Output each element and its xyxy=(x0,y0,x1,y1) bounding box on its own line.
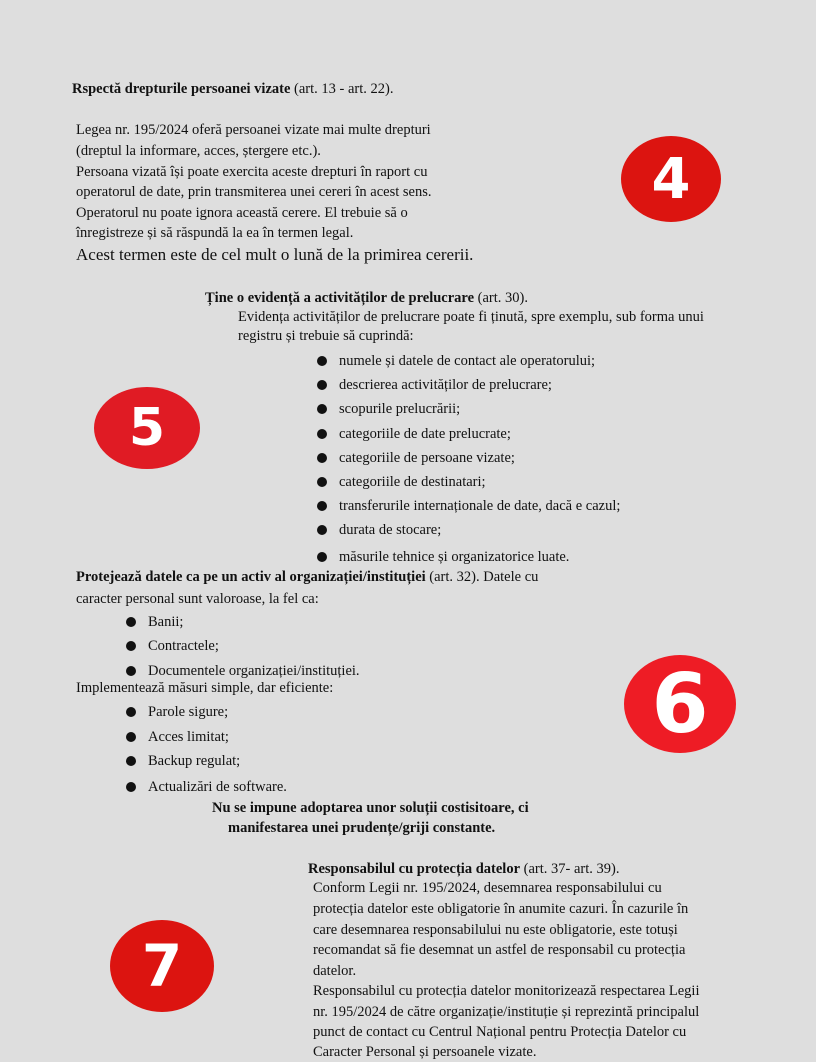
section5-heading-bold: Ține o evidență a activităților de prelucrare xyxy=(205,290,475,306)
list-item: Acces limitat; xyxy=(148,729,229,745)
section4-heading xyxy=(72,79,393,99)
list-item: Documentele organizației/instituției. xyxy=(148,663,360,679)
list-item: Contractele; xyxy=(148,638,219,654)
list-item: Banii; xyxy=(148,614,184,630)
section5-intro-line: registru și trebuie să cuprindă: xyxy=(238,328,414,344)
list-item: scopurile prelucrării; xyxy=(339,401,461,417)
list-item: categoriile de destinatari; xyxy=(339,474,486,490)
section4-large-line: Acest termen este de cel mult o lună de la primirea cererii. xyxy=(76,245,474,264)
section7-line: Caracter Personal și persoanele vizate. xyxy=(313,1044,537,1060)
list-item: măsurile tehnice și organizatorice luate. xyxy=(339,549,570,565)
section6-closing-line: manifestarea unei prudențe/griji constante. xyxy=(228,820,496,836)
section7-line: Conform Legii nr. 195/2024, desemnarea responsabilului cu xyxy=(313,880,662,896)
number-badge-5 xyxy=(94,387,200,469)
section4-line: înregistreze și să răspundă la ea în termen legal. xyxy=(76,225,354,241)
list-item: descrierea activităților de prelucrare; xyxy=(339,377,552,393)
badge-7-label: 7 xyxy=(141,932,183,1000)
section7-line: protecția datelor este obligatorie în anumite cazuri. În cazurile în xyxy=(313,901,689,917)
section7-line: recomandat să fie desemnat un astfel de responsabil cu protecția xyxy=(313,942,686,958)
section4-line: operatorul de date, prin transmiterea unei cereri în acest sens. xyxy=(76,184,432,200)
section4-line: Legea nr. 195/2024 oferă persoanei vizate mai multe drepturi xyxy=(76,122,431,138)
list-item: Actualizări de software. xyxy=(148,779,287,795)
number-badge-4 xyxy=(621,136,721,222)
section4-line: (dreptul la informare, acces, ștergere etc.). xyxy=(76,143,321,159)
section6-heading-bold: Protejează datele ca pe un activ al organizației/instituției xyxy=(76,569,426,585)
section7-line: datelor. xyxy=(313,963,357,979)
section6-heading xyxy=(76,567,538,587)
badge-5-label: 5 xyxy=(128,398,166,458)
list-item: Parole sigure; xyxy=(148,704,229,720)
section5-intro-line: Evidența activităților de prelucrare poate fi ținută, spre exemplu, sub forma unui xyxy=(238,309,704,325)
section4-line: Operatorul nu poate ignora această cerere. El trebuie să o xyxy=(76,205,408,221)
list-item: categoriile de date prelucrate; xyxy=(339,426,511,442)
section7-line: Responsabilul cu protecția datelor monitorizează respectarea Legii xyxy=(313,983,700,999)
section4-heading-bold: Rspectă drepturile persoanei vizate xyxy=(72,81,291,97)
list-item: numele și datele de contact ale operatorului; xyxy=(339,353,596,369)
section7-heading-bold: Responsabilul cu protecția datelor xyxy=(308,861,520,877)
section4-line: Persoana vizată își poate exercita aceste drepturi în raport cu xyxy=(76,164,428,180)
section5-heading xyxy=(205,288,528,308)
section7-line: care desemnarea responsabilului nu este obligatorie, este totuși xyxy=(313,922,678,938)
list-item: durata de stocare; xyxy=(339,522,442,538)
section6-line: caracter personal sunt valoroase, la fel ca: xyxy=(76,591,319,607)
section7-line: nr. 195/2024 de către organizație/instituție și reprezintă principalul xyxy=(313,1004,700,1020)
list-item: categoriile de persoane vizate; xyxy=(339,450,515,466)
badge-6-label: 6 xyxy=(651,656,709,752)
section4-heading-rest: (art. 13 - art. 22). xyxy=(290,81,394,97)
number-badge-6 xyxy=(624,655,736,753)
section7-heading-rest: (art. 37- art. 39). xyxy=(520,861,620,877)
number-badge-7 xyxy=(110,920,214,1012)
section6-measures-intro: Implementează măsuri simple, dar eficiente: xyxy=(76,680,334,696)
section6-closing-line: Nu se impune adoptarea unor soluții costisitoare, ci xyxy=(212,800,529,816)
badge-4-label: 4 xyxy=(651,146,691,212)
section7-heading xyxy=(308,859,619,879)
list-item: transferurile internaționale de date, dacă e cazul; xyxy=(339,498,621,514)
list-item: Backup regulat; xyxy=(148,753,241,769)
section7-line: punct de contact cu Centrul Național pentru Protecția Datelor cu xyxy=(313,1024,687,1040)
section6-heading-rest: (art. 32). Datele cu xyxy=(425,569,539,585)
section5-heading-rest: (art. 30). xyxy=(474,290,528,306)
